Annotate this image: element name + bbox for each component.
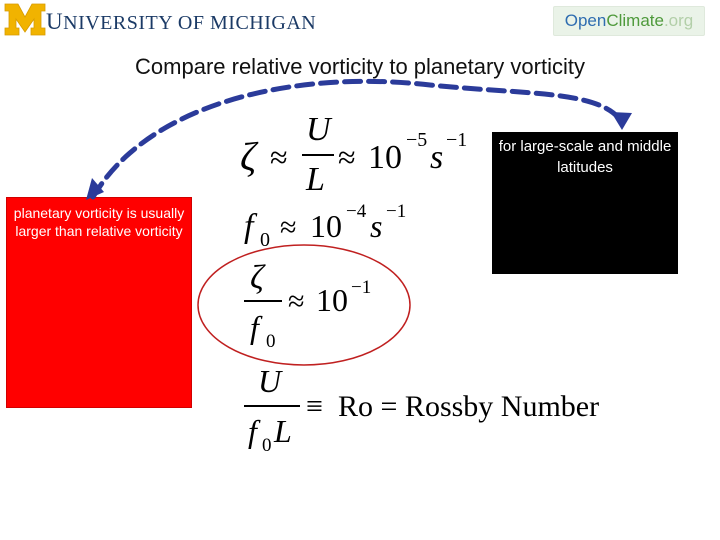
eq4-numerator: U <box>258 363 282 399</box>
eq2-unit-exponent: −1 <box>386 201 407 222</box>
eq2-unit: s <box>370 208 383 244</box>
slide-title: Compare relative vorticity to planetary vorticity <box>135 54 585 79</box>
eq1-unit: s <box>430 139 444 176</box>
eq2-subscript: 0 <box>260 229 270 251</box>
openclimate-logo-climate: Climate <box>606 11 664 30</box>
eq2-approx: ≈ <box>280 211 297 244</box>
arrowhead-right-icon <box>611 112 632 130</box>
eq3-base: 10 <box>316 282 348 318</box>
eq2-f: f <box>244 208 254 245</box>
eq2-exponent: −4 <box>346 201 367 222</box>
eq1-unit-exponent: −1 <box>446 129 468 151</box>
dashed-curved-arrow <box>93 81 622 197</box>
eq4-identity: ≡ <box>306 390 323 423</box>
eq4-denominator-f: f <box>248 413 257 449</box>
eq3-denominator: f <box>250 309 259 345</box>
openclimate-logo-org: .org <box>663 11 694 30</box>
planetary-vorticity-note: planetary vorticity is usually larger than relative vorticity <box>6 197 192 408</box>
eq1-numerator: U <box>306 111 331 148</box>
eq4-denominator-L: L <box>274 413 292 449</box>
eq1-approx2: ≈ <box>338 139 356 175</box>
openclimate-logo-open: Open <box>564 11 607 30</box>
eq2-base: 10 <box>310 208 342 244</box>
university-name-initial: U <box>46 9 64 34</box>
eq4-rhs: Ro = Rossby Number <box>338 390 600 423</box>
eq3-exponent: −1 <box>351 277 372 298</box>
eq3-numerator: ζ <box>250 259 264 296</box>
university-name-rest: NIVERSITY OF MICHIGAN <box>63 12 317 34</box>
eq1-approx1: ≈ <box>270 139 288 175</box>
eq3-approx: ≈ <box>288 285 305 318</box>
eq1-base: 10 <box>368 139 402 176</box>
eq4-denominator-subscript: 0 <box>262 435 272 456</box>
latitude-note: for large-scale and middle latitudes <box>492 132 678 274</box>
eq1-denominator: L <box>306 161 325 198</box>
eq1-zeta: ζ <box>240 134 257 179</box>
eq1-exponent: −5 <box>406 129 428 151</box>
eq3-denominator-subscript: 0 <box>266 331 276 352</box>
